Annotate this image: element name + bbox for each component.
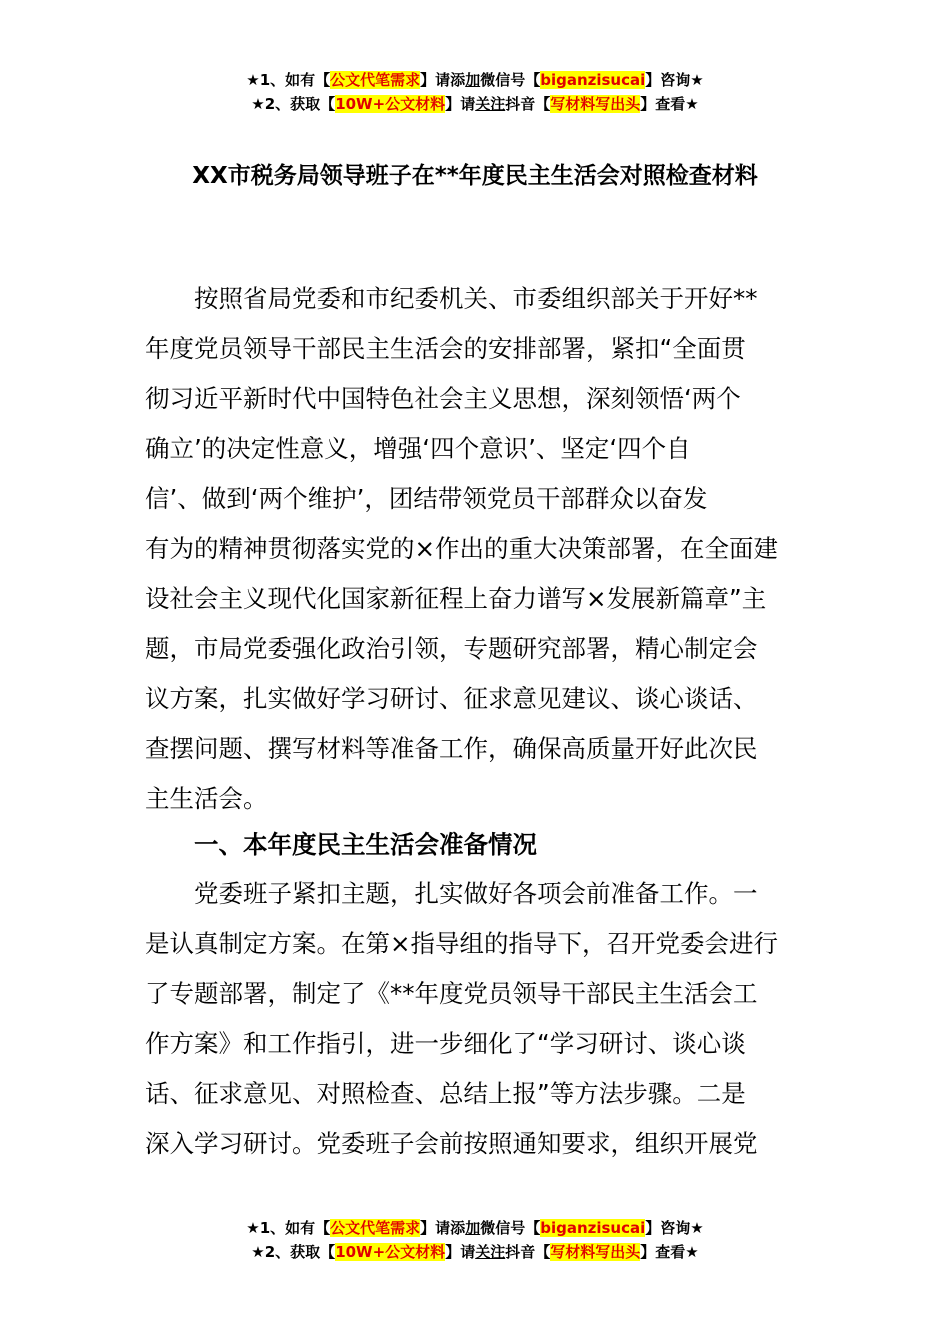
banner-text: 抖音【 xyxy=(505,1243,551,1261)
paragraph-line: 题，市局党委强化政治引领，专题研究部署，精心制定会 xyxy=(145,634,758,663)
banner-text: ★1、如有【 xyxy=(246,1219,331,1237)
paragraph-line: 党委班子紧扣主题，扎实做好各项会前准备工作。一 xyxy=(194,879,758,908)
banner-line-2 xyxy=(0,1240,950,1264)
banner-text: 】咨询★ xyxy=(645,1219,704,1237)
banner-text: 抖音【 xyxy=(505,95,551,113)
banner-underlined-text: 加 xyxy=(465,1219,481,1237)
paragraph-line: 按照省局党委和市纪委机关、市委组织部关于开好** xyxy=(194,284,758,313)
banner-text: 】请添 xyxy=(420,71,466,89)
section-heading-1 xyxy=(145,820,805,870)
document-title: XX市税务局领导班子在**年度民主生活会对照检查材料 xyxy=(192,163,758,189)
banner-underlined-text: 关注 xyxy=(475,1243,506,1261)
banner-text: 】查看★ xyxy=(640,95,699,113)
paragraph-line: 信’、做到‘两个维护’，团结带领党员干部群众以奋发 xyxy=(145,484,708,513)
top-banner xyxy=(0,68,950,116)
highlight-douyin-id: 写材料写出头 xyxy=(550,95,641,113)
banner-text: ★2、获取【 xyxy=(251,1243,336,1261)
banner-text: ★2、获取【 xyxy=(251,95,336,113)
banner-line-1 xyxy=(0,1216,950,1240)
banner-line-2 xyxy=(0,92,950,116)
paragraph-line: 主生活会。 xyxy=(145,784,268,813)
banner-text: 】请添 xyxy=(420,1219,466,1237)
highlight-materials: 10W+公文材料 xyxy=(335,1243,446,1261)
banner-text: 】咨询★ xyxy=(645,71,704,89)
paragraph-line: 议方案，扎实做好学习研讨、征求意见建议、谈心谈话、 xyxy=(145,684,758,713)
paragraph-1 xyxy=(145,274,805,824)
paragraph-line: 深入学习研讨。党委班子会前按照通知要求，组织开展党 xyxy=(145,1129,758,1158)
highlight-wechat-id: biganzisucai xyxy=(540,71,646,89)
paragraph-line: 设社会主义现代化国家新征程上奋力谱写×发展新篇章”主 xyxy=(145,584,767,613)
paragraph-line: 确立’的决定性意义，增强‘四个意识’、坚定‘四个自 xyxy=(145,434,691,463)
bottom-banner xyxy=(0,1216,950,1264)
highlight-douyin-id: 写材料写出头 xyxy=(550,1243,641,1261)
highlight-service: 公文代笔需求 xyxy=(330,71,421,89)
paragraph-line: 是认真制定方案。在第×指导组的指导下，召开党委会进行 xyxy=(145,929,779,958)
paragraph-line: 彻习近平新时代中国特色社会主义思想，深刻领悟‘两个 xyxy=(145,384,741,413)
banner-text: 微信号【 xyxy=(480,71,541,89)
paragraph-line: 话、征求意见、对照检查、总结上报”等方法步骤。二是 xyxy=(145,1079,746,1108)
highlight-materials: 10W+公文材料 xyxy=(335,95,446,113)
banner-text: 微信号【 xyxy=(480,1219,541,1237)
banner-underlined-text: 关注 xyxy=(475,95,506,113)
paragraph-line: 了专题部署，制定了《**年度党员领导干部民主生活会工 xyxy=(145,979,758,1008)
paragraph-2 xyxy=(145,869,805,1169)
banner-text: ★1、如有【 xyxy=(246,71,331,89)
banner-text: 】请 xyxy=(445,95,476,113)
highlight-wechat-id: biganzisucai xyxy=(540,1219,646,1237)
banner-text: 】查看★ xyxy=(640,1243,699,1261)
banner-text: 】请 xyxy=(445,1243,476,1261)
heading-text: 一、本年度民主生活会准备情况 xyxy=(194,830,537,859)
highlight-service: 公文代笔需求 xyxy=(330,1219,421,1237)
banner-line-1 xyxy=(0,68,950,92)
paragraph-line: 作方案》和工作指引，进一步细化了“学习研讨、谈心谈 xyxy=(145,1029,746,1058)
paragraph-line: 有为的精神贯彻落实党的×作出的重大决策部署，在全面建 xyxy=(145,534,779,563)
paragraph-line: 查摆问题、撰写材料等准备工作，确保高质量开好此次民 xyxy=(145,734,758,763)
banner-underlined-text: 加 xyxy=(465,71,481,89)
paragraph-line: 年度党员领导干部民主生活会的安排部署，紧扣“全面贯 xyxy=(145,334,746,363)
